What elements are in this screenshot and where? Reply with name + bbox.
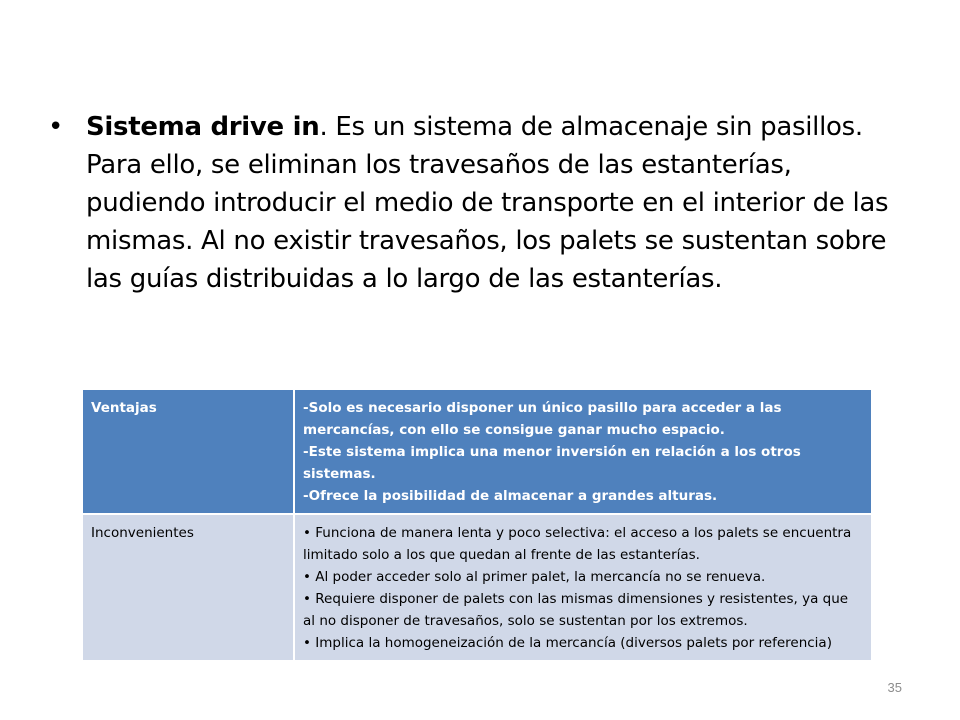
main-bullet bbox=[48, 108, 898, 298]
inconvenientes-item: • Funciona de manera lenta y poco selectiva: el acceso a los palets se encuentra limitado solo a los que quedan al frente de las estanterías. bbox=[303, 525, 852, 563]
bullet-body-text: . Es un sistema de almacenaje sin pasillos. Para ello, se eliminan los travesaños de las estanterías, pudiendo introducir el medio de transporte en el interior de las mismas. Al no existir travesaños, los palets se sustentan sobre las guías distribuidas a lo largo de las estanterías. bbox=[86, 112, 889, 294]
bullet-paragraph bbox=[86, 108, 898, 298]
ventajas-item: -Este sistema implica una menor inversión en relación a los otros sistemas. bbox=[303, 444, 801, 482]
slide-number: 35 bbox=[887, 680, 902, 695]
bullet-symbol: • bbox=[48, 112, 64, 142]
table-row-ventajas bbox=[83, 390, 872, 514]
ventajas-item: -Ofrece la posibilidad de almacenar a grandes alturas. bbox=[303, 488, 718, 504]
inconvenientes-label: Inconvenientes bbox=[83, 514, 294, 660]
ventajas-label: Ventajas bbox=[83, 390, 294, 514]
bullet-bold-lead: Sistema drive in bbox=[86, 112, 320, 142]
inconvenientes-item: • Al poder acceder solo al primer palet, la mercancía no se renueva. bbox=[303, 569, 766, 585]
table-row-inconvenientes bbox=[83, 514, 872, 660]
ventajas-item: -Solo es necesario disponer un único pasillo para acceder a las mercancías, con ello se consigue ganar mucho espacio. bbox=[303, 400, 782, 438]
inconvenientes-cell bbox=[294, 514, 872, 660]
ventajas-cell bbox=[294, 390, 872, 514]
inconvenientes-item: • Requiere disponer de palets con las mismas dimensiones y resistentes, ya que al no disponer de travesaños, solo se sustentan por los extremos. bbox=[303, 591, 849, 629]
comparison-table bbox=[83, 390, 873, 660]
inconvenientes-item: • Implica la homogeneización de la mercancía (diversos palets por referencia) bbox=[303, 635, 832, 651]
